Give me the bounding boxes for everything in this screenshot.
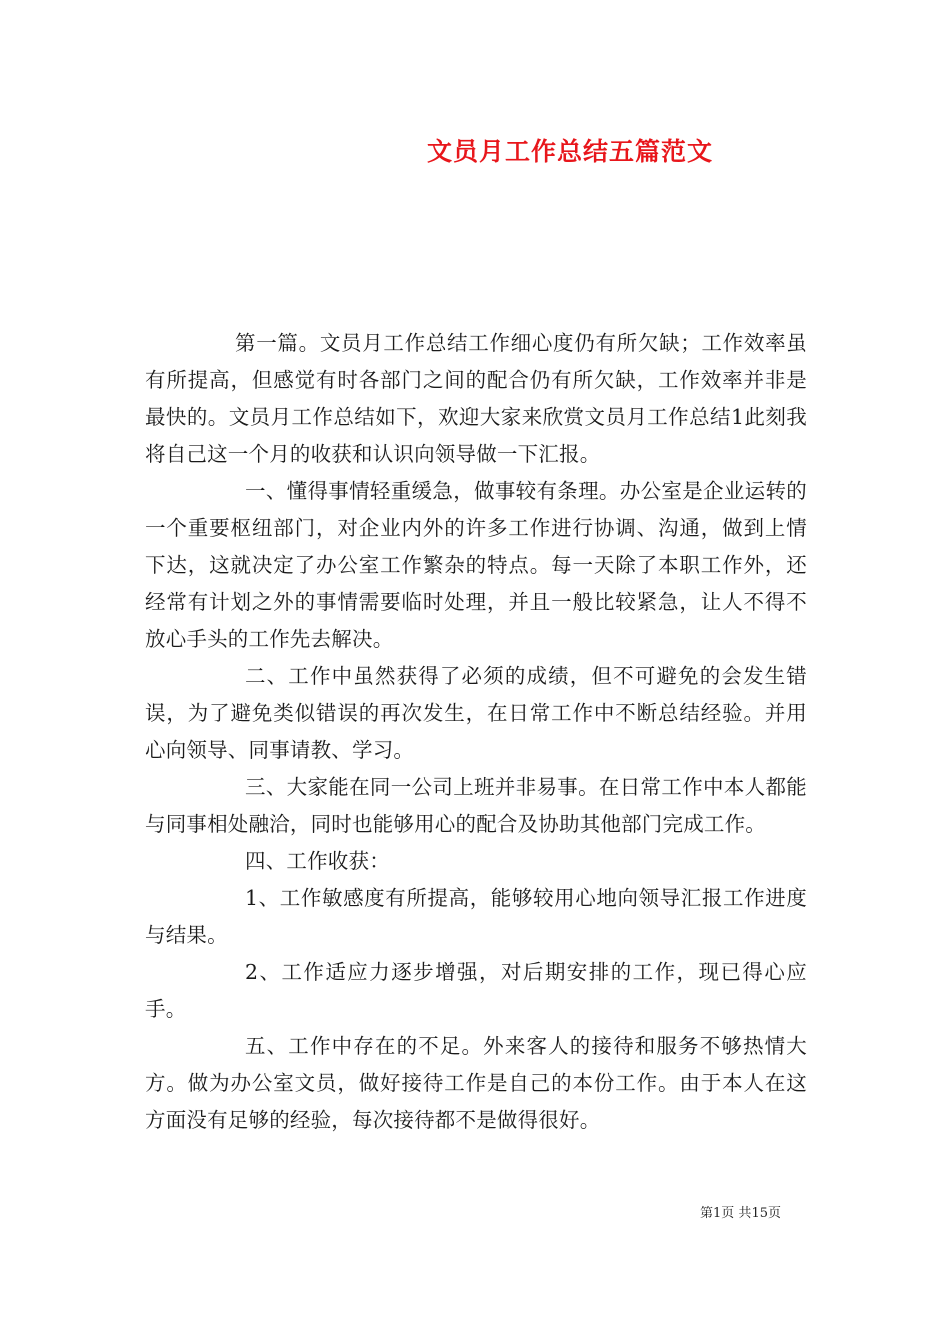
footer-current-page: 1: [713, 1206, 722, 1221]
document-title: 文员月工作总结五篇范文: [426, 137, 713, 166]
paragraph-section-5: 五、工作中存在的不足。外来客人的接待和服务不够热情大方。做为办公室文员，做好接待工作是自己的本份工作。由于本人在这方面没有足够的经验，每次接待都不是做得很好。: [145, 1034, 807, 1132]
footer-total-pages: 15: [751, 1206, 768, 1221]
footer-middle: 页 共: [721, 1206, 752, 1221]
paragraph-gain-2: 2、工作适应力逐步增强，对后期安排的工作，现已得心应手。: [145, 960, 807, 1021]
paragraph-gain-1: 1、工作敏感度有所提高，能够较用心地向领导汇报工作进度与结果。: [145, 886, 807, 947]
paragraph-section-2: 二、工作中虽然获得了必须的成绩，但不可避免的会发生错误，为了避免类似错误的再次发生，在日常工作中不断总结经验。并用心向领导、同事请教、学习。: [145, 664, 807, 762]
document-body: [145, 325, 807, 1139]
page-number-footer: [700, 1205, 830, 1223]
paragraph-section-4-heading: 四、工作收获：: [245, 849, 390, 873]
paragraph-section-1: 一、懂得事情轻重缓急，做事较有条理。办公室是企业运转的一个重要枢纽部门，对企业内外的许多工作进行协调、沟通，做到上情下达，这就决定了办公室工作繁杂的特点。每一天除了本职工作外，还经常有计划之外的事情需要临时处理，并且一般比较紧急，让人不得不放心手头的工作先去解决。: [145, 479, 807, 651]
paragraph-intro: 第一篇。文员月工作总结工作细心度仍有所欠缺；工作效率虽有所提高，但感觉有时各部门之间的配合仍有所欠缺，工作效率并非是最快的。文员月工作总结如下，欢迎大家来欣赏文员月工作总结1此刻我将自己这一个月的收获和认识向领导做一下汇报。: [145, 331, 807, 466]
footer-suffix: 页: [767, 1206, 781, 1221]
paragraph-section-3: 三、大家能在同一公司上班并非易事。在日常工作中本人都能与同事相处融洽，同时也能够用心的配合及协助其他部门完成工作。: [145, 775, 807, 836]
footer-prefix: 第: [700, 1206, 714, 1221]
